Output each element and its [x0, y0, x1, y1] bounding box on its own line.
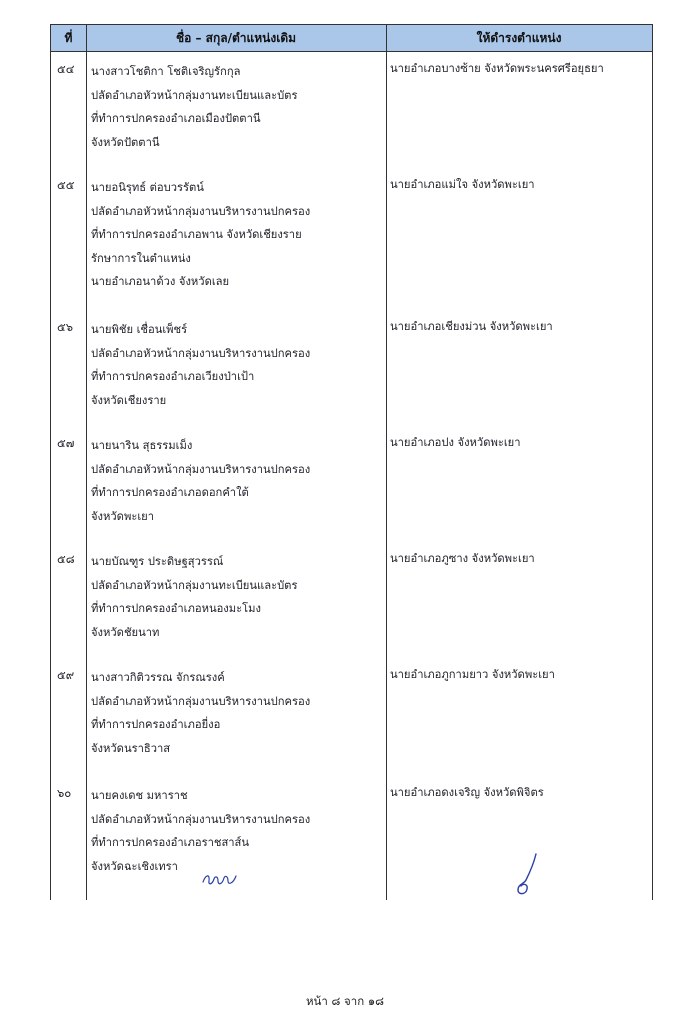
name-line: นางสาวกิติวรรณ จักรณรงค์ [91, 671, 225, 684]
row-name-position [91, 666, 381, 760]
name-line: ปลัดอำเภอหัวหน้ากลุ่มงานทะเบียนและบัตร [91, 578, 298, 592]
row-name-position [91, 434, 381, 528]
name-line: ที่ทำการปกครองอำเภอเมืองปัตตานี [91, 112, 261, 125]
row-new-position: นายอำเภอปง จังหวัดพะเยา [390, 436, 521, 449]
name-line: นายนาริน สุธรรมเม็ง [91, 439, 193, 452]
handwritten-signature-right [512, 852, 542, 900]
row-number: ๕๖ [57, 320, 74, 334]
row-name-position [91, 550, 381, 644]
name-line: นายพิชัย เชื่อนเพ็ชร์ [91, 323, 188, 336]
name-line: ที่ทำการปกครองอำเภอเวียงป่าเป้า [91, 370, 255, 383]
name-line: จังหวัดนราธิวาส [91, 741, 171, 755]
name-line: นายอนิรุทธ์ ต่อบวรรัตน์ [91, 181, 204, 194]
header-number: ที่ [64, 31, 73, 45]
row-new-position: นายอำเภอภูกามยาว จังหวัดพะเยา [390, 668, 555, 681]
table-header [51, 24, 652, 52]
name-line: จังหวัดชัยนาท [91, 625, 160, 639]
name-line: จังหวัดพะเยา [91, 509, 154, 523]
column-divider [86, 24, 87, 900]
name-line: ปลัดอำเภอหัวหน้ากลุ่มงานบริหารงานปกครอง [91, 346, 311, 360]
name-line: จังหวัดปัตตานี [91, 135, 160, 149]
column-divider [386, 24, 387, 900]
row-name-position [91, 784, 381, 878]
appointment-table [50, 24, 653, 900]
name-line: จังหวัดเชียงราย [91, 393, 167, 407]
row-new-position: นายอำเภอบางซ้าย จังหวัดพระนครศรีอยุธยา [390, 62, 604, 75]
row-number: ๕๕ [57, 178, 75, 192]
row-name-position [91, 318, 381, 412]
name-line: ปลัดอำเภอหัวหน้ากลุ่มงานทะเบียนและบัตร [91, 88, 298, 102]
name-line: นายบัณฑูร ประดิษฐสุวรรณ์ [91, 555, 224, 568]
name-line: ปลัดอำเภอหัวหน้ากลุ่มงานบริหารงานปกครอง [91, 812, 311, 826]
name-line: ที่ทำการปกครองอำเภอดอกคำใต้ [91, 486, 249, 499]
row-number: ๕๗ [57, 436, 75, 450]
page-footer: หน้า ๘ จาก ๑๘ [305, 994, 385, 1008]
header-name-position: ชื่อ – สกุล/ตำแหน่งเดิม [175, 31, 297, 45]
handwritten-initials-left [200, 866, 240, 894]
name-line: นายอำเภอนาด้วง จังหวัดเลย [91, 275, 230, 288]
header-new-position: ให้ดำรงตำแหน่ง [476, 31, 562, 45]
row-number: ๖๐ [57, 786, 72, 800]
name-line: ปลัดอำเภอหัวหน้ากลุ่มงานบริหารงานปกครอง [91, 462, 311, 476]
name-line: นายคงเดช มหาราช [91, 789, 188, 802]
name-line: นางสาวโชติกา โชติเจริญรักกุล [91, 65, 241, 78]
name-line: ที่ทำการปกครองอำเภอราชสาส์น [91, 836, 250, 849]
name-line: ที่ทำการปกครองอำเภอพาน จังหวัดเชียงราย [91, 228, 302, 241]
name-line: ปลัดอำเภอหัวหน้ากลุ่มงานบริหารงานปกครอง [91, 694, 311, 708]
name-line: ที่ทำการปกครองอำเภอหนองมะโมง [91, 602, 261, 615]
row-number: ๕๔ [57, 62, 75, 76]
name-line: รักษาการในตำแหน่ง [91, 251, 191, 265]
row-new-position: นายอำเภอภูซาง จังหวัดพะเยา [390, 552, 535, 565]
name-line: ที่ทำการปกครองอำเภอยี่งอ [91, 718, 221, 731]
row-name-position [91, 176, 381, 294]
row-new-position: นายอำเภอดงเจริญ จังหวัดพิจิตร [390, 786, 544, 799]
row-number: ๕๘ [57, 552, 75, 566]
row-name-position [91, 60, 381, 154]
name-line: ปลัดอำเภอหัวหน้ากลุ่มงานบริหารงานปกครอง [91, 204, 311, 218]
name-line: จังหวัดฉะเชิงเทรา [91, 859, 178, 873]
row-number: ๕๙ [57, 668, 75, 682]
row-new-position: นายอำเภอเชียงม่วน จังหวัดพะเยา [390, 320, 553, 333]
row-new-position: นายอำเภอแม่ใจ จังหวัดพะเยา [390, 178, 535, 191]
